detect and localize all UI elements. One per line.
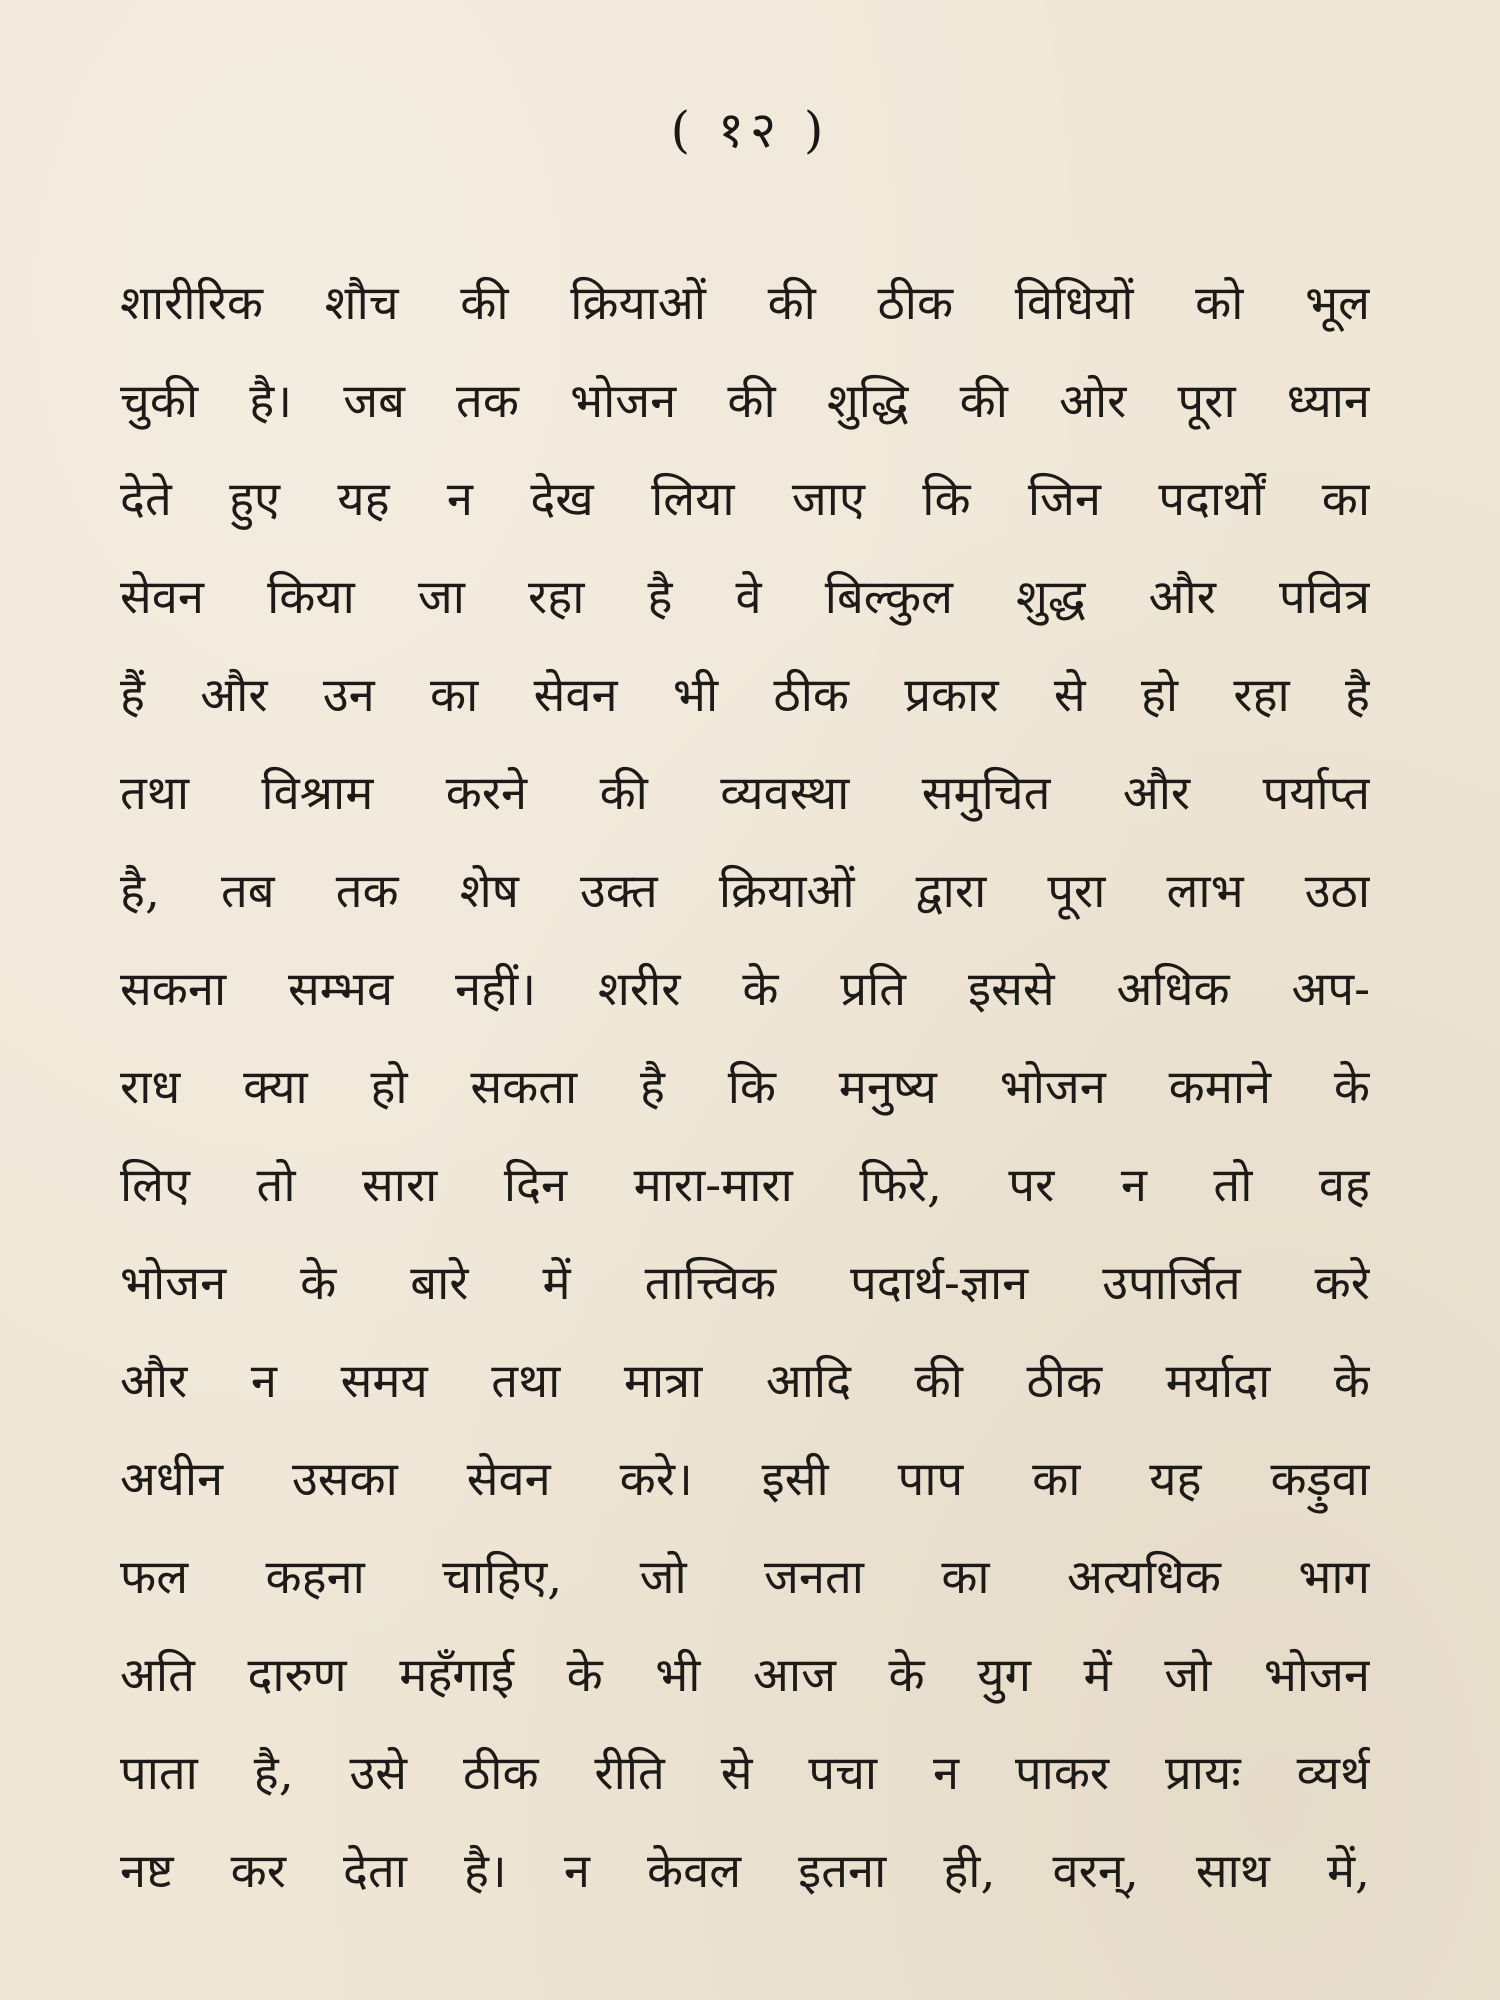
text-line: फल कहना चाहिए, जो जनता का अत्यधिक भाग — [120, 1550, 1370, 1605]
text-line: सकना सम्भव नहीं। शरीर के प्रति इससे अधिक अप- — [120, 962, 1370, 1017]
text-line: सेवन किया जा रहा है वे बिल्कुल शुद्ध और पवित्र — [120, 570, 1370, 625]
text-line: हैं और उन का सेवन भी ठीक प्रकार से हो रहा है — [120, 668, 1370, 723]
text-line: देते हुए यह न देख लिया जाए कि जिन पदार्थों का — [120, 472, 1370, 527]
body-text — [120, 255, 1370, 1921]
text-line: है, तब तक शेष उक्त क्रियाओं द्वारा पूरा लाभ उठा — [120, 864, 1370, 919]
page-number: ( १२ ) — [670, 101, 830, 159]
text-line: अधीन उसका सेवन करे। इसी पाप का यह कड़ुवा — [120, 1452, 1370, 1507]
text-line: पाता है, उसे ठीक रीति से पचा न पाकर प्रायः व्यर्थ — [120, 1746, 1370, 1801]
text-line: नष्ट कर देता है। न केवल इतना ही, वरन्, साथ में, — [120, 1844, 1370, 1899]
text-line: और न समय तथा मात्रा आदि की ठीक मर्यादा के — [120, 1354, 1370, 1409]
text-line: चुकी है। जब तक भोजन की शुद्धि की ओर पूरा ध्यान — [120, 374, 1370, 429]
text-line: शारीरिक शौच की क्रियाओं की ठीक विधियों को भूल — [120, 276, 1370, 331]
text-line: भोजन के बारे में तात्त्विक पदार्थ-ज्ञान उपार्जित करे — [120, 1256, 1370, 1311]
text-line: अति दारुण महँगाई के भी आज के युग में जो भोजन — [120, 1648, 1370, 1703]
text-line: लिए तो सारा दिन मारा-मारा फिरे, पर न तो वह — [120, 1158, 1370, 1213]
text-line: तथा विश्राम करने की व्यवस्था समुचित और पर्याप्त — [120, 766, 1370, 821]
text-line: राध क्या हो सकता है कि मनुष्य भोजन कमाने के — [120, 1060, 1370, 1115]
